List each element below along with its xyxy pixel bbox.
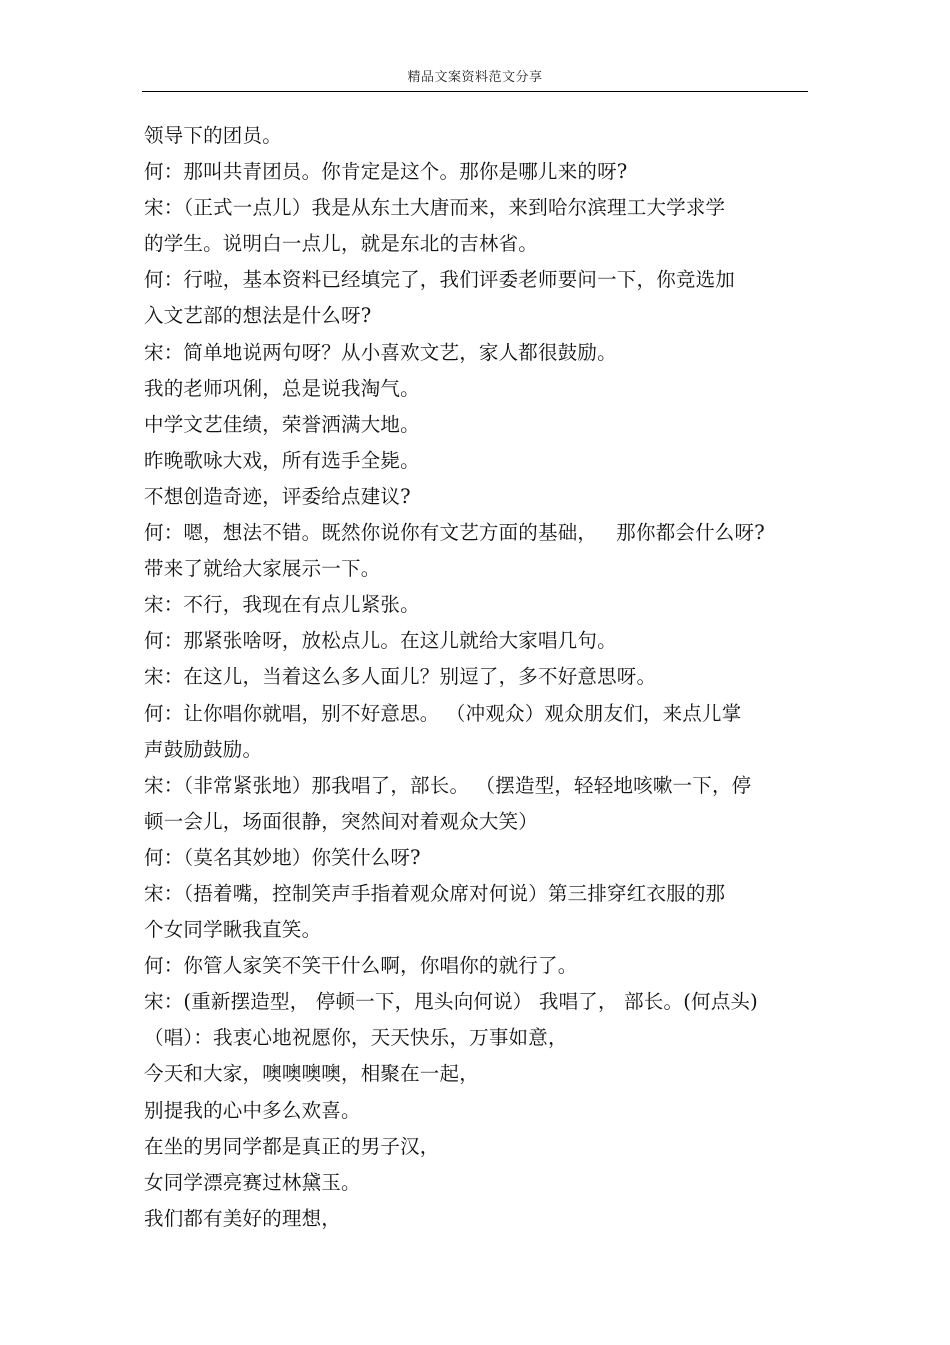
script-line: 女同学漂亮赛过林黛玉。 (144, 1170, 361, 1194)
page-header-title: 精品文案资料范文分享 (407, 70, 543, 85)
script-line: 何：嗯，想法不错。既然你说你有文艺方面的基础， 那你都会什么呀? (144, 521, 765, 545)
script-line: 的学生。说明白一点儿，就是东北的吉林省。 (144, 232, 539, 256)
header-divider (142, 91, 808, 92)
script-line: 宋：（非常紧张地）那我唱了，部长。 （摆造型，轻轻地咳嗽一下，停 (144, 773, 752, 797)
script-line: 何：让你唱你就唱，别不好意思。 （冲观众）观众朋友们，来点儿掌 (144, 701, 742, 725)
script-line: 宋：简单地说两句呀？从小喜欢文艺，家人都很鼓励。 (144, 340, 617, 364)
script-line: 何：你管人家笑不笑干什么啊，你唱你的就行了。 (144, 954, 578, 978)
script-line: 何：那紧张啥呀，放松点儿。在这儿就给大家唱几句。 (144, 629, 617, 653)
script-line: 何：（莫名其妙地）你笑什么呀? (144, 845, 421, 869)
script-line: 昨晚歌咏大戏，所有选手全毙。 (144, 448, 420, 472)
script-line: 带来了就给大家展示一下。 (144, 557, 381, 581)
script-line: 宋：(重新摆造型， 停顿一下，甩头向何说） 我唱了， 部长。(何点头) (144, 990, 758, 1014)
script-line: 别提我的心中多么欢喜。 (144, 1098, 361, 1122)
script-line: 入文艺部的想法是什么呀? (144, 304, 372, 328)
script-line: 何：那叫共青团员。你肯定是这个。那你是哪儿来的呀? (144, 160, 628, 184)
script-body (144, 118, 808, 1237)
script-line: 宋：在这儿，当着这么多人面儿？别逗了，多不好意思呀。 (144, 665, 657, 689)
script-line: 中学文艺佳绩，荣誉洒满大地。 (144, 412, 420, 436)
script-line: 我们都有美好的理想， (144, 1206, 342, 1230)
script-line: 在坐的男同学都是真正的男子汉， (144, 1134, 440, 1158)
script-line: 何：行啦，基本资料已经填完了，我们评委老师要问一下，你竞选加 (144, 268, 736, 292)
script-line: 个女同学瞅我直笑。 (144, 918, 322, 942)
script-line: （唱）：我衷心地祝愿你，天天快乐，万事如意， (144, 1026, 568, 1050)
script-line: 领导下的团员。 (144, 124, 282, 147)
script-line: 今天和大家，噢噢噢噢，相聚在一起， (144, 1062, 479, 1086)
script-line: 顿一会儿，场面很静，突然间对着观众大笑） (144, 809, 539, 833)
script-line: 宋：（正式一点儿）我是从东土大唐而来，来到哈尔滨理工大学求学 (144, 196, 726, 220)
script-line: 不想创造奇迹，评委给点建议? (144, 484, 411, 508)
script-line: 我的老师巩俐，总是说我淘气。 (144, 376, 420, 400)
script-line: 声鼓励鼓励。 (144, 737, 263, 761)
script-line: 宋：（捂着嘴，控制笑声手指着观众席对何说）第三排穿红衣服的那 (144, 881, 726, 905)
script-line: 宋：不行，我现在有点儿紧张。 (144, 593, 420, 617)
